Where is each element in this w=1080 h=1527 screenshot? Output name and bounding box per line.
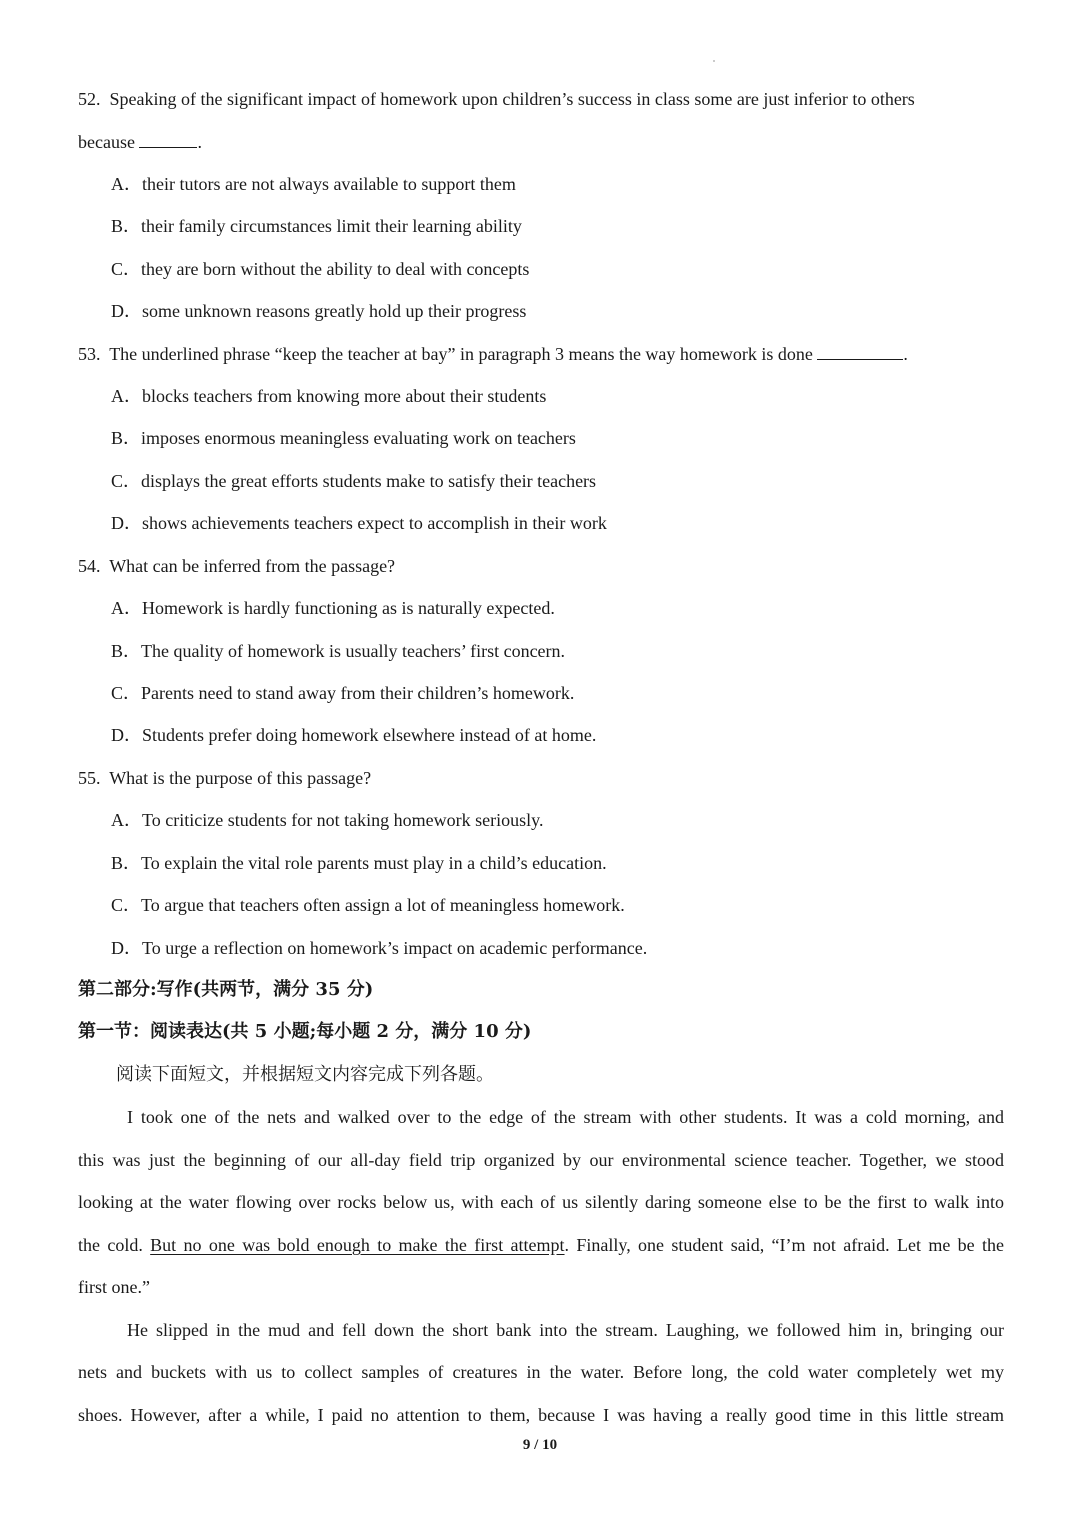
answer-blank[interactable] — [817, 341, 903, 360]
answer-blank[interactable] — [139, 129, 197, 148]
q54-option-b[interactable]: B．The quality of homework is usually teachers’ first concern. — [111, 641, 566, 661]
q54-stem-text: What can be inferred from the passage? — [109, 556, 396, 576]
q55-option-a[interactable]: A．To criticize students for not taking homework seriously. — [111, 810, 544, 830]
q54-stem — [78, 554, 395, 578]
q55-stem-text: What is the purpose of this passage? — [109, 768, 372, 788]
q54-option-c[interactable]: C．Parents need to stand away from their children’s homework. — [111, 683, 575, 703]
q52-option-c[interactable]: C．they are born without the ability to deal with concepts — [111, 259, 530, 279]
passage-p1-line1: I took one of the nets and walked over to the edge of the stream with other students. It was a cold morning, and — [127, 1107, 1004, 1127]
q54-option-a[interactable]: A．Homework is hardly functioning as is naturally expected. — [111, 598, 555, 618]
q52-stem-text: Speaking of the significant impact of homework upon children’s success in class some are just inferior to others — [109, 89, 915, 109]
q54-option-d[interactable]: D．Students prefer doing homework elsewhere instead of at home. — [111, 725, 597, 745]
q53-option-d[interactable]: D．shows achievements teachers expect to accomplish in their work — [111, 513, 607, 533]
passage-p2-line3: shoes. However, after a while, I paid no attention to them, because I was having a really good time in this little stream — [78, 1405, 1004, 1425]
page-number: 9 / 10 — [522, 1437, 558, 1453]
q55-option-d[interactable]: D．To urge a reflection on homework’s impact on academic performance. — [111, 938, 648, 958]
instruction-text: 阅读下面短文，并根据短文内容完成下列各题。 — [116, 1064, 494, 1085]
passage-p1-line3: looking at the water flowing over rocks below us, with each of us silently daring someone else to be the first to walk into — [78, 1192, 1004, 1212]
q52-option-d[interactable]: D．some unknown reasons greatly hold up their progress — [111, 301, 527, 321]
q53-stem: 53. The underlined phrase “keep the teacher at bay” in paragraph 3 means the way homework is done . — [78, 341, 908, 366]
q53-option-a[interactable]: A．blocks teachers from knowing more about their students — [111, 386, 547, 406]
section-heading: 第一节：阅读表达(共 5 小题;每小题 2 分，满分 10 分) — [78, 1021, 532, 1042]
q53-option-b[interactable]: B．imposes enormous meaningless evaluating work on teachers — [111, 428, 576, 448]
q52-option-a[interactable]: A．their tutors are not always available to support them — [111, 174, 516, 194]
part-heading: 第二部分:写作(共两节，满分 35 分) — [78, 979, 374, 1000]
q53-stem-text: The underlined phrase “keep the teacher at bay” in paragraph 3 means the way homework is done — [109, 344, 813, 364]
q55-number: 55. — [78, 768, 101, 788]
q52-stem-text-2: because — [78, 132, 135, 152]
passage-p1-line5: first one.” — [78, 1277, 150, 1297]
q54-number: 54. — [78, 556, 101, 576]
q52-stem-line1 — [78, 87, 915, 111]
passage-p1-line2: this was just the beginning of our all-day field trip organized by our environmental science teacher. Together, we stood — [78, 1150, 1004, 1170]
q55-option-b[interactable]: B．To explain the vital role parents must play in a child’s education. — [111, 853, 607, 873]
q52-option-b[interactable]: B．their family circumstances limit their learning ability — [111, 216, 522, 236]
underlined-phrase: But no one was bold enough to make the first attempt — [150, 1235, 565, 1255]
passage-p1-line4: the cold. But no one was bold enough to make the first attempt. Finally, one student said, “I’m not afraid. Let me be the — [78, 1235, 1005, 1255]
passage-p2-line2: nets and buckets with us to collect samples of creatures in the water. Before long, the cold water completely wet my — [78, 1362, 1004, 1382]
q52-number: 52. — [78, 89, 101, 109]
q53-option-c[interactable]: C．displays the great efforts students make to satisfy their teachers — [111, 471, 597, 491]
passage-p2-line1: He slipped in the mud and fell down the short bank into the stream. Laughing, we followed him in, bringing our — [127, 1320, 1004, 1340]
q55-stem — [78, 766, 371, 790]
q52-stem-line2: because . — [78, 129, 202, 154]
q53-number: 53. — [78, 344, 101, 364]
q55-option-c[interactable]: C．To argue that teachers often assign a lot of meaningless homework. — [111, 895, 625, 915]
scan-speck — [713, 60, 715, 62]
